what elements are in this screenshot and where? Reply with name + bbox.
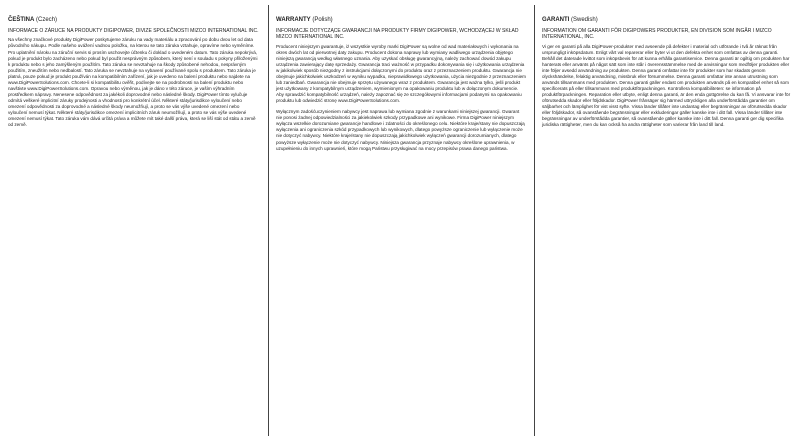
heading-title: ČEŠTINA bbox=[8, 17, 35, 23]
column-swedish bbox=[534, 0, 800, 436]
column-subtitle: INFORMACJE DOTYCZĄCE GWARANCJI NA PRODUKTY FIRMY DIGIPOWER, WCHODZĄCEJ W SKŁAD MIZCO INTERNATIONAL INC. bbox=[276, 28, 519, 41]
heading-title: WARRANTY bbox=[276, 17, 311, 23]
paragraph: Vi ger en garanti på alla DigiPower-produkter med avseende på defekter i material och utförande i två år räknat från ursprungligt inköpsdatum. Enligt vårt val reparerar eller byter vi ut den defekta enhet som omfattas av denna garanti. Behåll det daterade kvittot som inköpsbevis för att kunna erhålla garantiservice. Denna garanti är ogiltig om produkten har hanterats eller använts på något sätt som inte står i överensstämmelse med de anvisningar som medföljer produkten eller inte följer avsedd användning av produkten. Denna garanti omfattar inte för produkter som har skadats genom olyckshändelse, felaktig användning, missbruk eller försummelse. Denna garanti omfattar inte annan utrustning som används tillsammans med produkten. Denna garanti gäller endast om produkten används på en kompatibel enhet så som specificerats på eller tillsammans med produktförpackningen. Kontrollera kompatibiliteten: se information på produktförpackningen. Reparation eller utbyte, enligt denna garanti, är den enda gottgörelse du kan få. Vi ansvarar inte för oförutsedda skador eller följdskador. DigiPower frånsäger sig härmed uttryckligen alla underförstådda garantier om säljbarhet och lämplighet för vist visst syfte. Vissa länder tillåter inte undantag eller begränsningar av oförutsedda skador eller följdskador, så ovanstående begränsningar eller exkluderingar gäller kanske inte i ditt fall. Vissa länder tillåter inte begränsningar av underförstådda garantier, så ovanstående gäller kanske inte i ditt fall. Denna garanti ger dig specifika juridiska rättigheter, men du kan också ha andra rättigheter som varierar från land till land. bbox=[542, 43, 791, 128]
heading-title: GARANTI bbox=[542, 17, 570, 23]
column-subtitle: INFORMACE O ZÁRUCE NA PRODUKTY DIGIPOWER, DIVIZE SPOLEČNOSTI MIZCO INTERNATIONAL INC. bbox=[8, 28, 259, 34]
column-subtitle: INFORMATION OM GARANTI FÖR DIGIPOWERS PRODUKTER, EN DIVISION SOM INGÅR I MIZCO INTERNATIONAL, INC. bbox=[542, 28, 772, 41]
paragraph: Wyłącznym zadośćuczynieniem nabywcy jest naprawa lub wymiana zgodnie z warunkami niniejszej gwarancji. Gwarant nie ponosi żadnej odpowiedzialności za jakiekolwiek szkody przypadkowe ani wynikowe. Firma DigiPower niniejszym wyłącza wszelkie dorozumiane gwarancje handlowe i zdatności do określonego celu. Niektóre kraje/stany nie dopuszczają wyłączenia ani ograniczenia szkód przypadkowych lub wynikowych, dlatego powyższe ograniczenie lub wyłączenie może nie dotyczyć nabywcy. Niektóre kraje/stany nie dopuszczają jakichkolwiek wyłączeń gwarancji dorozumianych, dlatego powyższe wyłączenie może nie dotyczyć nabywcy. Niniejsza gwarancja przyznaje nabywcy określone uprawnienia, w uzupełnieniu do innych uprawnień, które mogą Państwu przysługiwać na mocy przepisów prawa danego państwa. bbox=[276, 109, 525, 151]
paragraph: Na všechny značkové produkty DigiPower poskytujeme záruku na vady materiálu a zpracování po dobu dvou let od data původního nákupu. Podle našeho uvážení vadnou položku, na kterou se tato záruka vztahuje, opravíme nebo vyměníme. Pro uplatnění nároku na záruční servis si prosím uschovejte účtenku či doklad o uvedeném datum. Tato záruka nepokrývá, pokud je produkt bylo zacházeno nebo pokud byl použit nesprávným způsobem, který není v souladu s pokyny přiloženými k produktu nebo s jeho zamýšleným použitím. Tato záruka se nevztahuje na škody způsobené nehodou, nesprávným použitím, zneužitím nebo nedbalostí. Tato záruka se nevztahuje na vybavení používané spolu s produktem. Tato záruka je platná, pouze pokud je produkt používán na kompatibilním zařízení, jak je uvedeno na balení produktu nebo najdete na www.DigiPowerSolutions.com. Chcete-li si kompatibilitu ověřit, podívejte se na podrobnosti na balení produktu nebo navštivte www.DigiPowerSolutions.com. Opravou nebo výměnou, jak je dáno v této záruce, je vaším výhradním prostředkem nápravy. Nenesene odpovědnost za jakékoli doprovodné nebo následné škody. DigiPower tímto vylučuje odmítá veškeré implicitní záruky prodejnosti a vhodnosti pro konkrétní účel. Některé státy/jurisdikce vyloučení nebo omezení odpovědnosti za doprovodné a následné škody neumožňují, a proto se vás výše uvedené omezení nebo vyloučení nemusí týkat. Některé státy/jurisdikce omezení implicitních záruk neumožňují, a proto se vás výše uvedené omezení nemusí týkat. Tato záruka vám dává určitá práva a můžete mít také další práva, která se liší stát od státu a země od země. bbox=[8, 37, 258, 128]
column-heading bbox=[276, 16, 526, 24]
column-heading bbox=[542, 16, 792, 24]
column-heading bbox=[8, 16, 260, 24]
column-czech bbox=[0, 0, 268, 436]
paragraph: Producent niniejszym gwarantuje, iż wszystkie wyroby marki DigiPower są wolne od wad materiałowych i wykonania na okres dwóch lat od pierwotnej daty zakupu. Producent dokona naprawy lub wymiany wadliwego urządzenia objętego niniejszą gwarancją według własnego uznania. Aby uzyskać obsługę gwarancyjną, należy zachować dowód zakupu urządzenia zawierający datę sprzedaży. Gwarancja traci ważność w przypadku dokonywania się i użytkowania urządzenia w jakikolwiek sposób niezgodny z instrukcjami dołączonymi do produktu oraz z przeznaczeniem produktu. Gwarancja nie obejmuje jakichkolwiek uszkodzeń w wyniku wypadku, nieprawidłowego użytkowania, użycia niezgodnie z przeznaczeniem lub zaniedbań. Gwarancja nie obejmuje sprzętu używanego wraz z produktem. Gwarancja jest ważna tylko, jeśli produkt jest użytkowany z kompatybilnym urządzeniem, wymienionym na opakowaniu produktu lub w dołączonym dokumencie. Aby sprawdzić kompatybilność urządzeń, należy zapoznać się ze szczegółowymi informacjami podanymi na opakowaniu produktu lub odwiedzić stronę www.DigiPowerSolutions.com. bbox=[276, 43, 526, 104]
column-polish bbox=[268, 0, 534, 436]
heading-language: (Polish) bbox=[312, 17, 333, 23]
heading-language: (Czech) bbox=[36, 17, 58, 23]
heading-language: (Swedish) bbox=[571, 17, 598, 23]
